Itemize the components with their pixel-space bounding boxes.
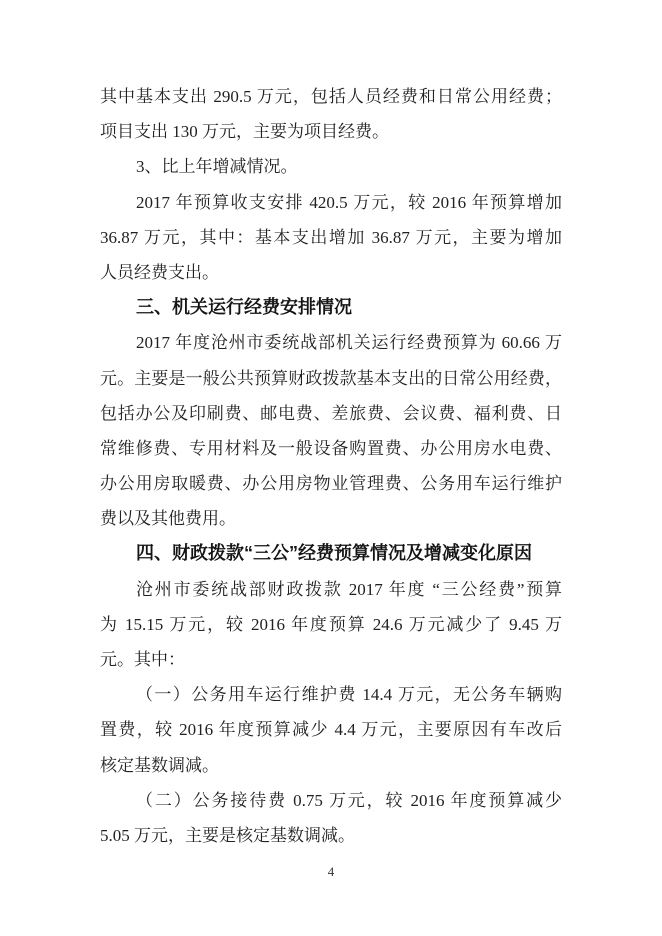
text-line: 包括办公及印刷费、邮电费、差旅费、会议费、福利费、日 — [100, 403, 562, 423]
text-line: 置费，较 2016 年度预算减少 4.4 万元，主要原因有车改后 — [100, 720, 562, 740]
text-line: 核定基数调减。 — [100, 755, 219, 775]
section-heading: 四、财政拨款“三公”经费预算情况及增减变化原因 — [136, 543, 532, 564]
document-body — [100, 79, 562, 853]
text-line: 2017 年预算收支安排 420.5 万元，较 2016 年预算增加 — [136, 192, 562, 212]
text-line: 项目支出 130 万元，主要为项目经费。 — [100, 122, 389, 142]
text-line: 元。其中： — [100, 650, 185, 669]
text-line: 2017 年度沧州市委统战部机关运行经费预算为 60.66 万 — [136, 333, 562, 353]
text-line: 3、比上年增减情况。 — [136, 157, 298, 177]
text-line: 办公用房取暖费、办公用房物业管理费、公务用车运行维护 — [100, 474, 562, 494]
text-line: 沧州市委统战部财政拨款 2017 年度 “三公经费”预算 — [136, 579, 562, 599]
section-heading: 三、机关运行经费安排情况 — [136, 297, 352, 318]
text-line: （二）公务接待费 0.75 万元，较 2016 年度预算减少 — [136, 790, 562, 810]
text-line: 为 15.15 万元，较 2016 年度预算 24.6 万元减少了 9.45 万 — [100, 614, 562, 634]
text-line: 元。主要是一般公共预算财政拨款基本支出的日常公用经费， — [100, 368, 562, 388]
text-line: 费以及其他费用。 — [100, 509, 236, 529]
text-line: 36.87 万元，其中：基本支出增加 36.87 万元，主要为增加 — [100, 227, 562, 247]
text-line: 5.05 万元，主要是核定基数调减。 — [100, 825, 355, 845]
page-number: 4 — [327, 864, 335, 879]
text-line: （一）公务用车运行维护费 14.4 万元，无公务车辆购 — [136, 685, 562, 705]
text-line: 常维修费、专用材料及一般设备购置费、办公用房水电费、 — [100, 438, 562, 458]
text-line: 人员经费支出。 — [100, 262, 219, 282]
text-line: 其中基本支出 290.5 万元，包括人员经费和日常公用经费； — [100, 87, 562, 106]
